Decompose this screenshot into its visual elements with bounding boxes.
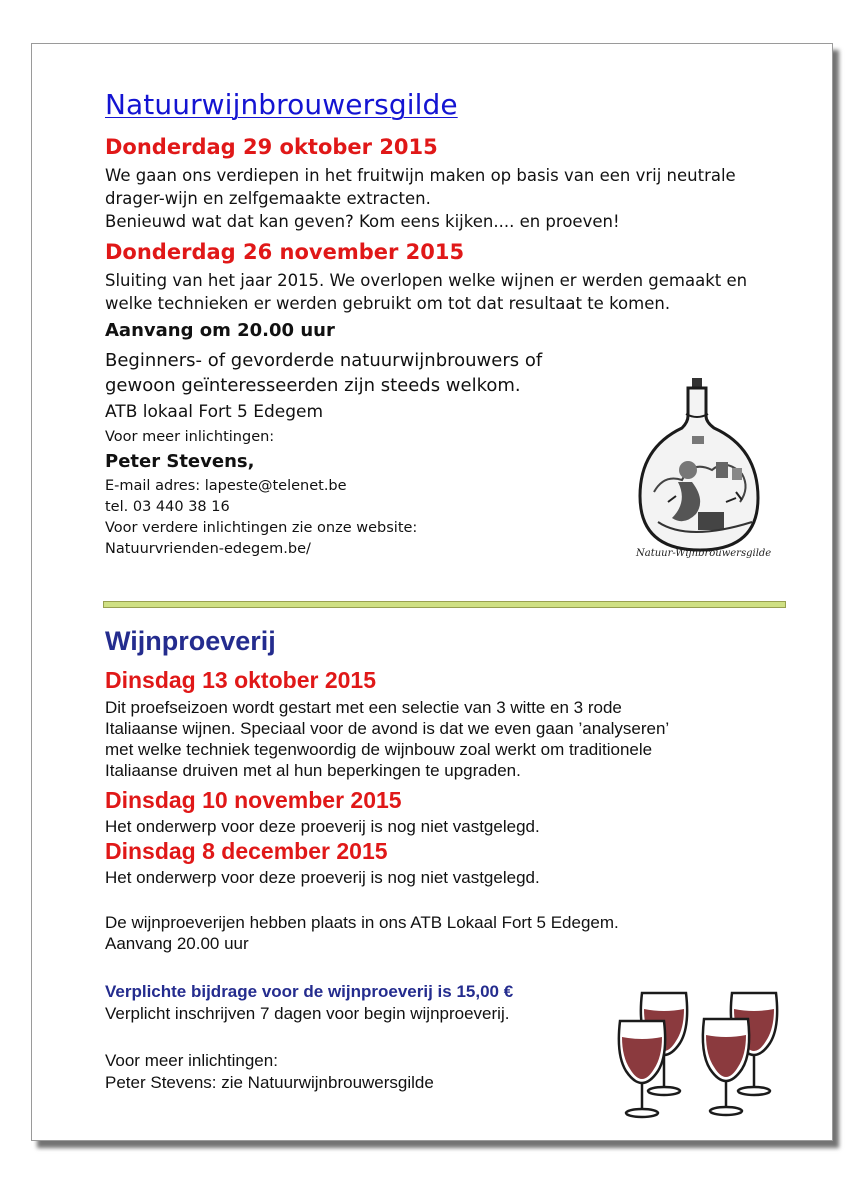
text-line: Italiaanse wijnen. Speciaal voor de avond is dat we even gaan ’analyseren’	[105, 719, 670, 738]
text-line: Beginners- of gevorderde natuurwijnbrouwers of	[105, 350, 543, 371]
wine-glasses-illustration	[608, 985, 798, 1120]
text-line: welke technieken er werden gebruikt om tot dat resultaat te komen.	[105, 294, 671, 313]
proeverij-info-label: Voor meer inlichtingen:	[105, 1051, 278, 1070]
proeverij-fee: Verplichte bijdrage voor de wijnproeverij is 15,00 €	[105, 982, 514, 1001]
text-line: Benieuwd wat dat kan geven? Kom eens kijken.... en proeven!	[105, 212, 620, 231]
gilde-contact-name: Peter Stevens,	[105, 451, 255, 472]
gilde-welcome	[105, 348, 542, 398]
gilde-title: Natuurwijnbrouwersgilde	[105, 88, 458, 121]
demijohn-illustration-icon	[628, 372, 798, 572]
proeverij-event3-text: Het onderwerp voor deze proeverij is nog niet vastgelegd.	[105, 868, 540, 887]
gilde-event2-date: Donderdag 26 november 2015	[105, 240, 465, 264]
gilde-website-label: Voor verdere inlichtingen zie onze website:	[105, 520, 418, 536]
proeverij-event2-text: Het onderwerp voor deze proeverij is nog niet vastgelegd.	[105, 817, 540, 836]
proeverij-title: Wijnproeverij	[105, 626, 276, 656]
gilde-website: Natuurvrienden-edegem.be/	[105, 541, 311, 557]
proeverij-register: Verplicht inschrijven 7 dagen voor begin wijnproeverij.	[105, 1004, 510, 1023]
proeverij-start: Aanvang 20.00 uur	[105, 934, 249, 953]
wine-glasses-icon	[608, 985, 798, 1120]
section-divider	[103, 601, 786, 608]
text-line: Dit proefseizoen wordt gestart met een selectie van 3 witte en 3 rode	[105, 698, 622, 717]
proeverij-event3-date: Dinsdag 8 december 2015	[105, 838, 388, 864]
gilde-event1-text	[105, 164, 795, 233]
proeverij-event1-date: Dinsdag 13 oktober 2015	[105, 667, 376, 693]
gilde-info-label: Voor meer inlichtingen:	[105, 429, 275, 445]
proeverij-contact: Peter Stevens: zie Natuurwijnbrouwersgilde	[105, 1073, 434, 1092]
proeverij-place: De wijnproeverijen hebben plaats in ons ATB Lokaal Fort 5 Edegem.	[105, 913, 619, 932]
text-line: Italiaanse druiven met al hun beperkingen te upgraden.	[105, 761, 521, 780]
logo-caption: Natuur-Wijnbrouwersgilde	[636, 548, 772, 559]
gilde-event2-text	[105, 269, 795, 315]
text-line: Sluiting van het jaar 2015. We overlopen welke wijnen er werden gemaakt en	[105, 271, 748, 290]
gilde-logo	[628, 372, 798, 572]
proeverij-event1-text	[105, 697, 795, 781]
gilde-email: E-mail adres: lapeste@telenet.be	[105, 478, 347, 494]
text-line: met welke techniek tegenwoordig de wijnbouw zoal werkt om traditionele	[105, 740, 653, 759]
gilde-event1-date: Donderdag 29 oktober 2015	[105, 135, 438, 159]
gilde-location: ATB lokaal Fort 5 Edegem	[105, 402, 324, 422]
proeverij-event2-date: Dinsdag 10 november 2015	[105, 787, 402, 813]
gilde-start-time: Aanvang om 20.00 uur	[105, 320, 335, 341]
text-line: We gaan ons verdiepen in het fruitwijn maken op basis van een vrij neutrale	[105, 166, 736, 185]
gilde-tel: tel. 03 440 38 16	[105, 499, 230, 515]
text-line: drager-wijn en zelfgemaakte extracten.	[105, 189, 431, 208]
text-line: gewoon geïnteresseerden zijn steeds welkom.	[105, 375, 521, 396]
